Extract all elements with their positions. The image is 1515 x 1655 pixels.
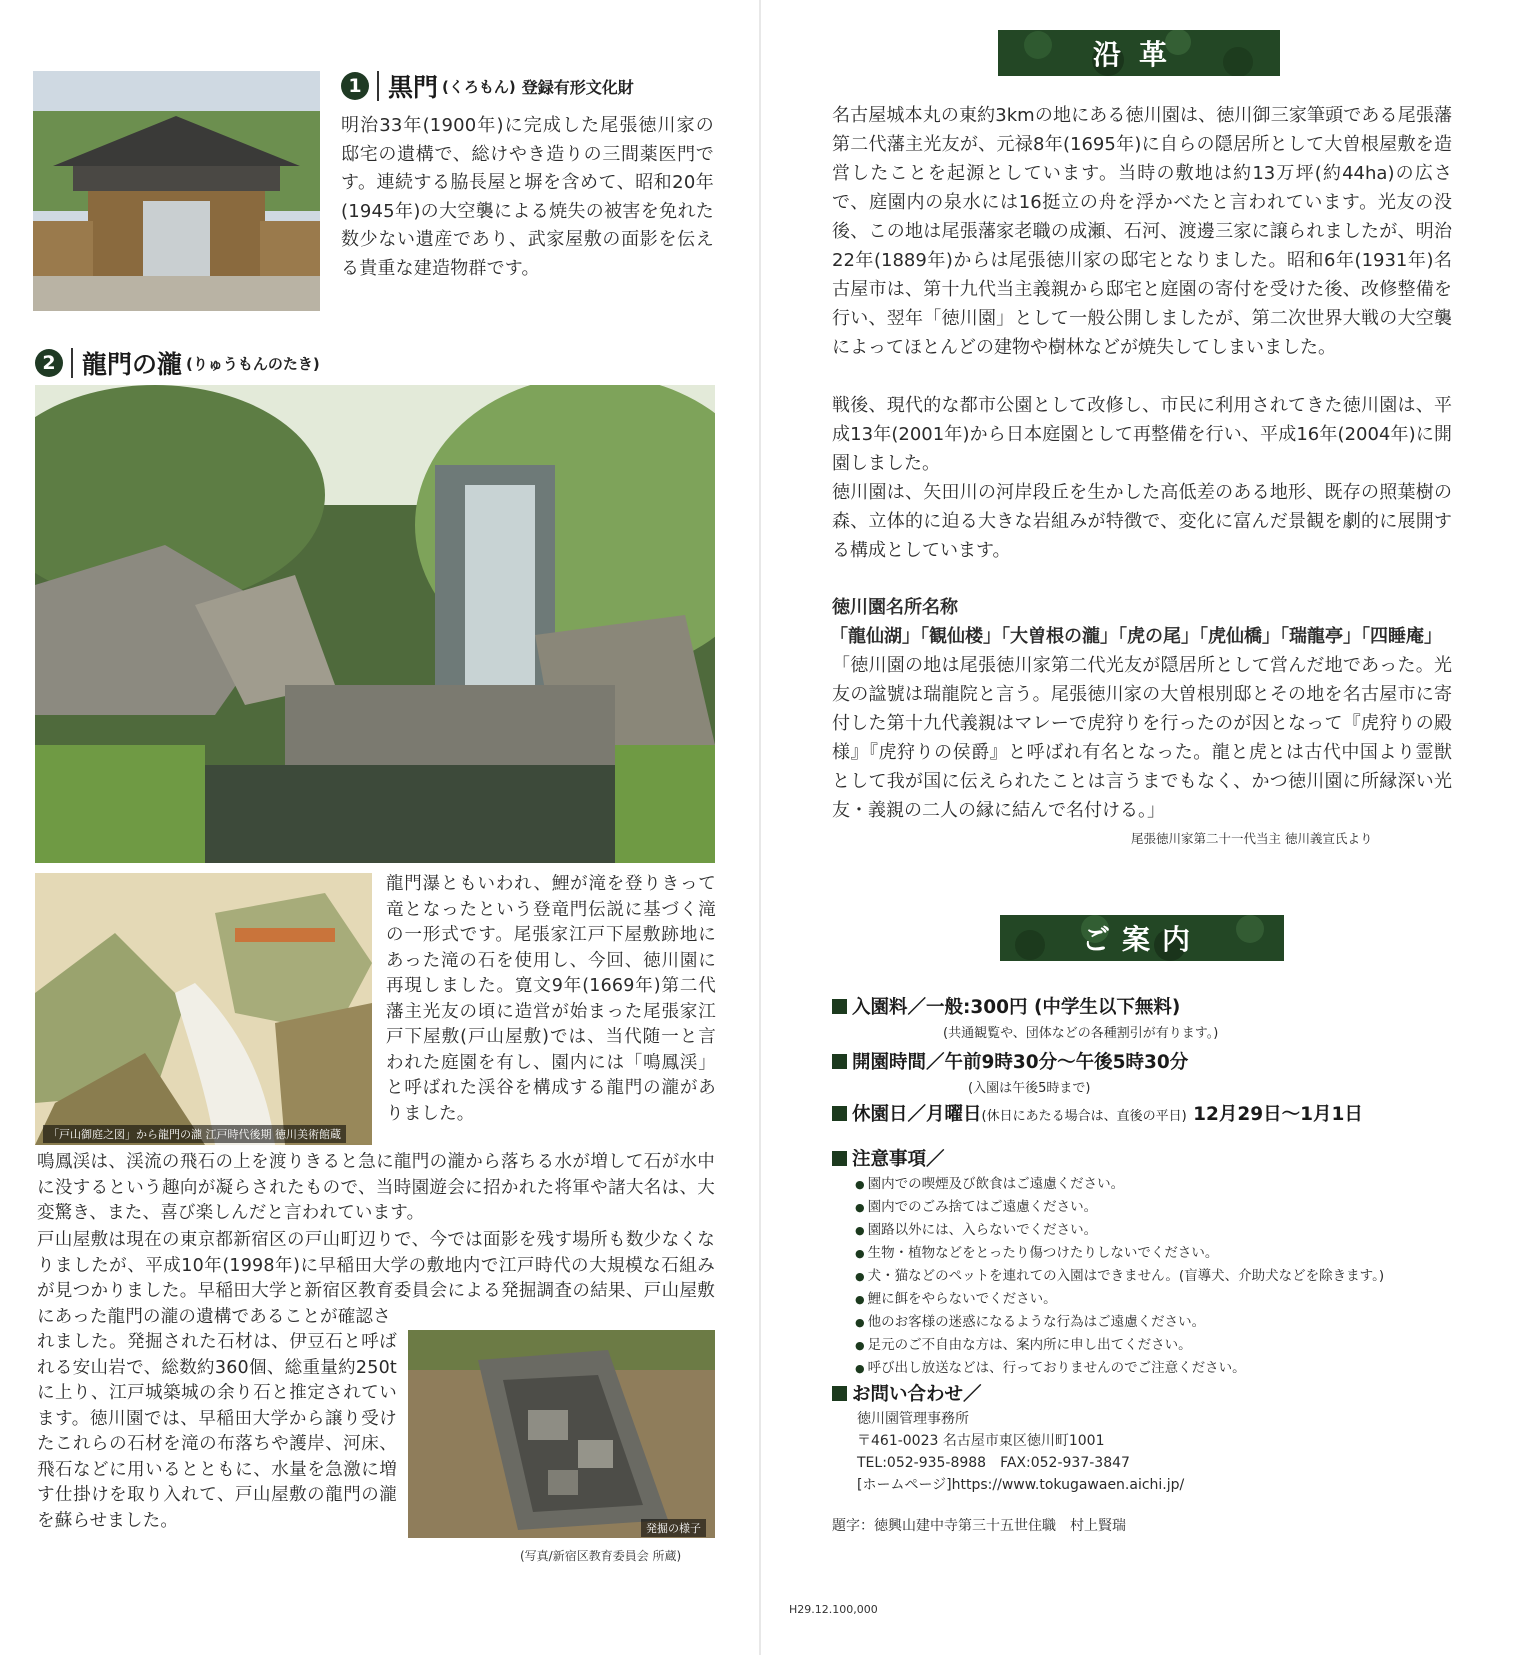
excavation-photo (408, 1330, 715, 1538)
rule-item: ● 呼び出し放送などは、行っておりませんのでご注意ください。 (855, 1357, 1384, 1380)
hours-note: (入園は午後5時まで) (968, 1081, 1091, 1096)
hours-row (832, 1048, 1188, 1074)
rule-item: ● 足元のご不自由な方は、案内所に申し出てください。 (855, 1334, 1384, 1357)
rule-item: ● 生物・植物などをとったり傷つけたりしないでください。 (855, 1242, 1384, 1265)
heading-divider (71, 348, 73, 378)
contact-heading: お問い合わせ／ (852, 1384, 982, 1405)
admission-note: (共通観覧や、団体などの各種割引が有ります。) (943, 1026, 1219, 1041)
rules-list (855, 1173, 1384, 1380)
names-heading: 徳川園名所名称 (832, 597, 958, 618)
guide-banner (1000, 915, 1284, 961)
print-code: H29.12.100,000 (789, 1603, 878, 1616)
names-quote: 「徳川園の地は尾張徳川家第二代光友が隠居所として営んだ地であった。光友の諡號は瑞龍院と言う。尾張徳川家の大曽根別邸とその地を名古屋市に寄付した第十九代義親はマレーで虎狩りを行ったのが因となって『虎狩りの殿様』『虎狩りの侯爵』と呼ばれ有名となった。龍と虎とは古代中国より霊獣として我が国に伝えられたことは言うまでもなく、かつ徳川園に所縁深い光友・義親の二人の縁に結んで名付ける。」 (832, 655, 1452, 821)
admission-row (832, 993, 1180, 1019)
section1-body: 明治33年(1900年)に完成した尾張徳川家の邸宅の遺構で、総けやき造りの三間薬医門です。連続する脇長屋と塀を含めて、昭和20年(1945年)の大空襲による焼失の被害を免れた数少ない遺産であり、武家屋敷の面影を伝える貴重な建造物群です。 (341, 115, 714, 279)
section1-reading: (くろもん) (442, 77, 516, 96)
contact-office: 徳川園管理事務所 (857, 1411, 969, 1427)
history-banner (998, 30, 1280, 76)
closed-label: 休園日／月曜日 (852, 1104, 982, 1125)
closed-note: (休日にあたる場合は、直後の平日) (981, 1109, 1187, 1124)
heading-divider (377, 71, 379, 101)
section2-heading (35, 345, 320, 381)
names-attribution: 尾張徳川家第二十一代当主 徳川義宣氏より (1131, 831, 1373, 846)
rule-item: ● 他のお客様の迷惑になるような行為はご遠慮ください。 (855, 1311, 1384, 1334)
history-para2: 戦後、現代的な都市公園として改修し、市民に利用されてきた徳川園は、平成13年(2001年)から日本庭園として再整備を行い、平成16年(2004年)に開園しました。 (832, 395, 1452, 474)
closed-dates: 12月29日～1月1日 (1193, 1104, 1363, 1125)
square-bullet-icon (832, 1151, 847, 1166)
history-para3: 徳川園は、矢田川の河岸段丘を生かした高低差のある地形、既存の照葉樹の森、立体的に迫る大きな岩組みが特徴で、変化に富んだ景観を劇的に展開する構成としています。 (832, 482, 1452, 561)
section2-para2: 鳴鳳渓は、渓流の飛石の上を渡りきると急に龍門の瀧から落ちる水が増して石が水中に没するという趣向が凝らされたもので、当時園遊会に招かれた将軍や諸大名は、大変驚き、また、喜び楽しんだと言われています。 (37, 1152, 715, 1223)
admission-text: 入園料／一般:300円 (中学生以下無料) (852, 997, 1181, 1018)
contact-block (857, 1408, 1184, 1496)
fold-line (759, 0, 761, 1655)
section1-number-badge: 1 (341, 72, 369, 100)
hours-text: 開園時間／午前9時30分～午後5時30分 (852, 1052, 1189, 1073)
contact-phone: TEL:052-935-8988 FAX:052-937-3847 (857, 1455, 1130, 1471)
closed-row (832, 1100, 1363, 1126)
contact-website-link[interactable]: [ホームページ]https://www.tokugawaen.aichi.jp/ (857, 1477, 1185, 1493)
notes-heading-row (832, 1145, 945, 1171)
rule-item: ● 園内でのごみ捨てはご遠慮ください。 (855, 1196, 1384, 1219)
calligraphy-credit: 題字：徳興山建中寺第三十五世住職 村上賢瑞 (832, 1518, 1126, 1534)
notes-heading: 注意事項／ (852, 1149, 945, 1170)
painting-image (35, 873, 372, 1145)
section2-number-badge: 2 (35, 349, 63, 377)
section2-reading: (りゅうもんのたき) (186, 354, 320, 373)
section2-para3: 戸山屋敷は現在の東京都新宿区の戸山町辺りで、今では面影を残す場所も数少なくなりましたが、平成10年(1998年)に早稲田大学の敷地内で江戸時代の大規模な石組みが見つかりました。早稲田大学と新宿区教育委員会による発掘調査の結果、戸山屋敷にあった龍門の瀧の遺構であることが確認さ (37, 1230, 715, 1327)
section2-para4: れました。発掘された石材は、伊豆石と呼ばれる安山岩で、総数約360個、総重量約250tに上り、江戸城築城の余り石と推定されています。徳川園では、早稲田大学から譲り受けたこれらの石材を滝の布落ちや護岸、河床、飛石などに用いるとともに、水量を急激に増す仕掛けを取り入れて、戸山屋敷の龍門の瀧を蘇らせました。 (37, 1332, 397, 1531)
section2-para1: 龍門瀑ともいわれ、鯉が滝を登りきって竜となったという登竜門伝説に基づく滝の一形式です。尾張家江戸下屋敷跡地にあった滝の石を使用し、今回、徳川園に再現しました。寛文9年(1669年)第二代藩主光友の頃に造営が始まった尾張家江戸下屋敷(戸山屋敷)では、当代随一と言われた庭園を有し、園内には「鳴鳳渓」と呼ばれた渓谷を構成する龍門の瀧がありました。 (386, 874, 716, 1124)
rule-item: ● 鯉に餌をやらないでください。 (855, 1288, 1384, 1311)
names-list: 「龍仙湖」「観仙楼」「大曽根の瀧」「虎の尾」「虎仙橋」「瑞龍亭」「四睡庵」 (830, 626, 1442, 647)
square-bullet-icon (832, 1386, 847, 1401)
kuromon-gate-photo (33, 71, 320, 311)
section1-title: 黒門 (388, 73, 439, 102)
contact-heading-row (832, 1380, 982, 1406)
painting-caption: 「戸山御庭之図」から龍門の瀧 江戸時代後期 徳川美術館蔵 (43, 1125, 346, 1143)
section1-heading (341, 68, 634, 104)
waterfall-photo (35, 385, 715, 863)
section1-tag: 登録有形文化財 (521, 77, 634, 97)
rule-item: ● 園路以外には、入らないでください。 (855, 1219, 1384, 1242)
history-para1: 名古屋城本丸の東約3kmの地にある徳川園は、徳川御三家筆頭である尾張藩第二代藩主光友が、元禄8年(1695年)に自らの隠居所として大曽根屋敷を造営したことを起源としています。当時の敷地は約13万坪(約44ha)の広さで、庭園内の泉水には16挺立の舟を浮かべたと言われています。光友の没後、この地は尾張藩家老職の成瀬、石河、渡邊三家に譲られましたが、明治22年(1889年)からは尾張徳川家の邸宅となりました。昭和6年(1931年)名古屋市は、第十九代当主義親から邸宅と庭園の寄付を受けた後、改修整備を行い、翌年「徳川園」として一般公開しましたが、第二次世界大戦の大空襲によってほとんどの建物や樹林などが焼失してしまいました。 (832, 105, 1452, 358)
guide-banner-title: ご案内 (1081, 923, 1202, 956)
history-banner-title: 沿革 (1092, 38, 1185, 71)
rule-item: ● 園内での喫煙及び飲食はご遠慮ください。 (855, 1173, 1384, 1196)
square-bullet-icon (832, 999, 847, 1014)
rule-item: ● 犬・猫などのペットを連れての入園はできません。(盲導犬、介助犬などを除きます。) (855, 1265, 1384, 1288)
excavation-caption: 発掘の様子 (641, 1519, 706, 1537)
section2-title: 龍門の瀧 (82, 350, 183, 379)
photo-credit: (写真/新宿区教育委員会 所蔵) (520, 1549, 682, 1563)
square-bullet-icon (832, 1054, 847, 1069)
square-bullet-icon (832, 1106, 847, 1121)
contact-address: 〒461-0023 名古屋市東区徳川町1001 (857, 1433, 1105, 1449)
